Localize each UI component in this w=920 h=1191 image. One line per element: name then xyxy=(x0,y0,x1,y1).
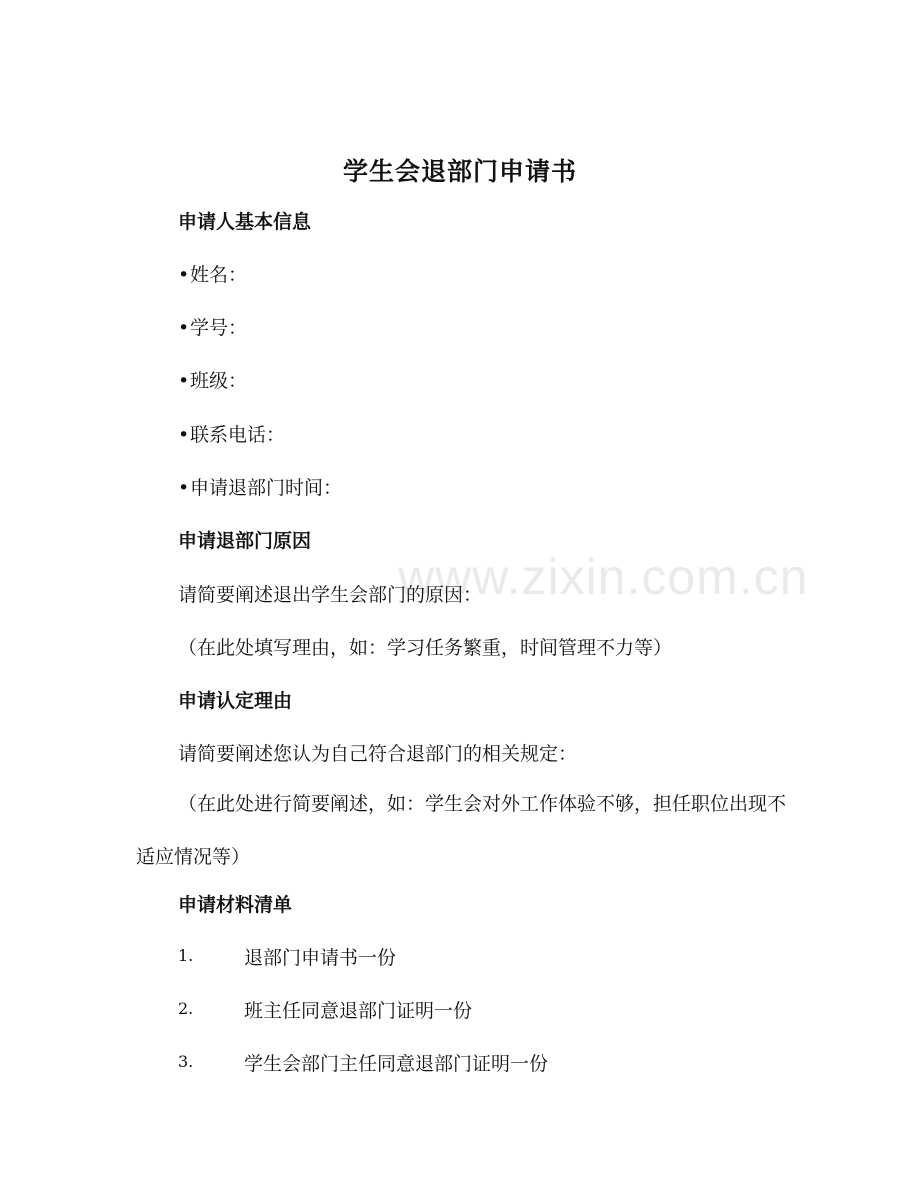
field-name xyxy=(178,260,247,287)
field-label: 联系电话： xyxy=(190,424,286,446)
bullet-icon: • xyxy=(178,477,190,499)
document-title: 学生会退部门申请书 xyxy=(342,157,577,186)
list-number: 3. xyxy=(178,1052,194,1071)
section-heading-reason: 申请退部门原因 xyxy=(178,530,312,552)
field-label: 申请退部门时间： xyxy=(190,477,343,499)
field-withdraw-date xyxy=(178,473,342,500)
field-student-id xyxy=(178,313,247,340)
field-phone xyxy=(178,420,285,447)
watermark: www.zixin.com.cn xyxy=(398,549,809,605)
list-number: 2. xyxy=(178,999,194,1018)
field-label: 学号： xyxy=(190,317,248,339)
section-heading-justification: 申请认定理由 xyxy=(178,690,293,712)
list-item: 退部门申请书一份 xyxy=(244,947,397,969)
bullet-icon: • xyxy=(178,424,190,446)
bullet-icon: • xyxy=(178,264,190,286)
bullet-icon: • xyxy=(178,370,190,392)
field-class xyxy=(178,366,247,393)
section-heading-basic-info: 申请人基本信息 xyxy=(178,211,312,233)
reason-example: （在此处填写理由，如：学习任务繁重，时间管理不力等） xyxy=(178,637,673,659)
justification-prompt: 请简要阐述您认为自己符合退部门的相关规定： xyxy=(178,743,578,765)
section-heading-materials: 申请材料清单 xyxy=(178,894,293,916)
field-label: 班级： xyxy=(190,370,248,392)
list-item: 学生会部门主任同意退部门证明一份 xyxy=(244,1053,549,1075)
list-number: 1. xyxy=(178,946,194,965)
bullet-icon: • xyxy=(178,317,190,339)
list-item: 班主任同意退部门证明一份 xyxy=(244,1000,473,1022)
reason-prompt: 请简要阐述退出学生会部门的原因： xyxy=(178,584,483,606)
justification-example: （在此处进行简要阐述，如：学生会对外工作体验不够，担任职位出现不适应情况等） xyxy=(136,793,787,868)
field-label: 姓名： xyxy=(190,264,248,286)
